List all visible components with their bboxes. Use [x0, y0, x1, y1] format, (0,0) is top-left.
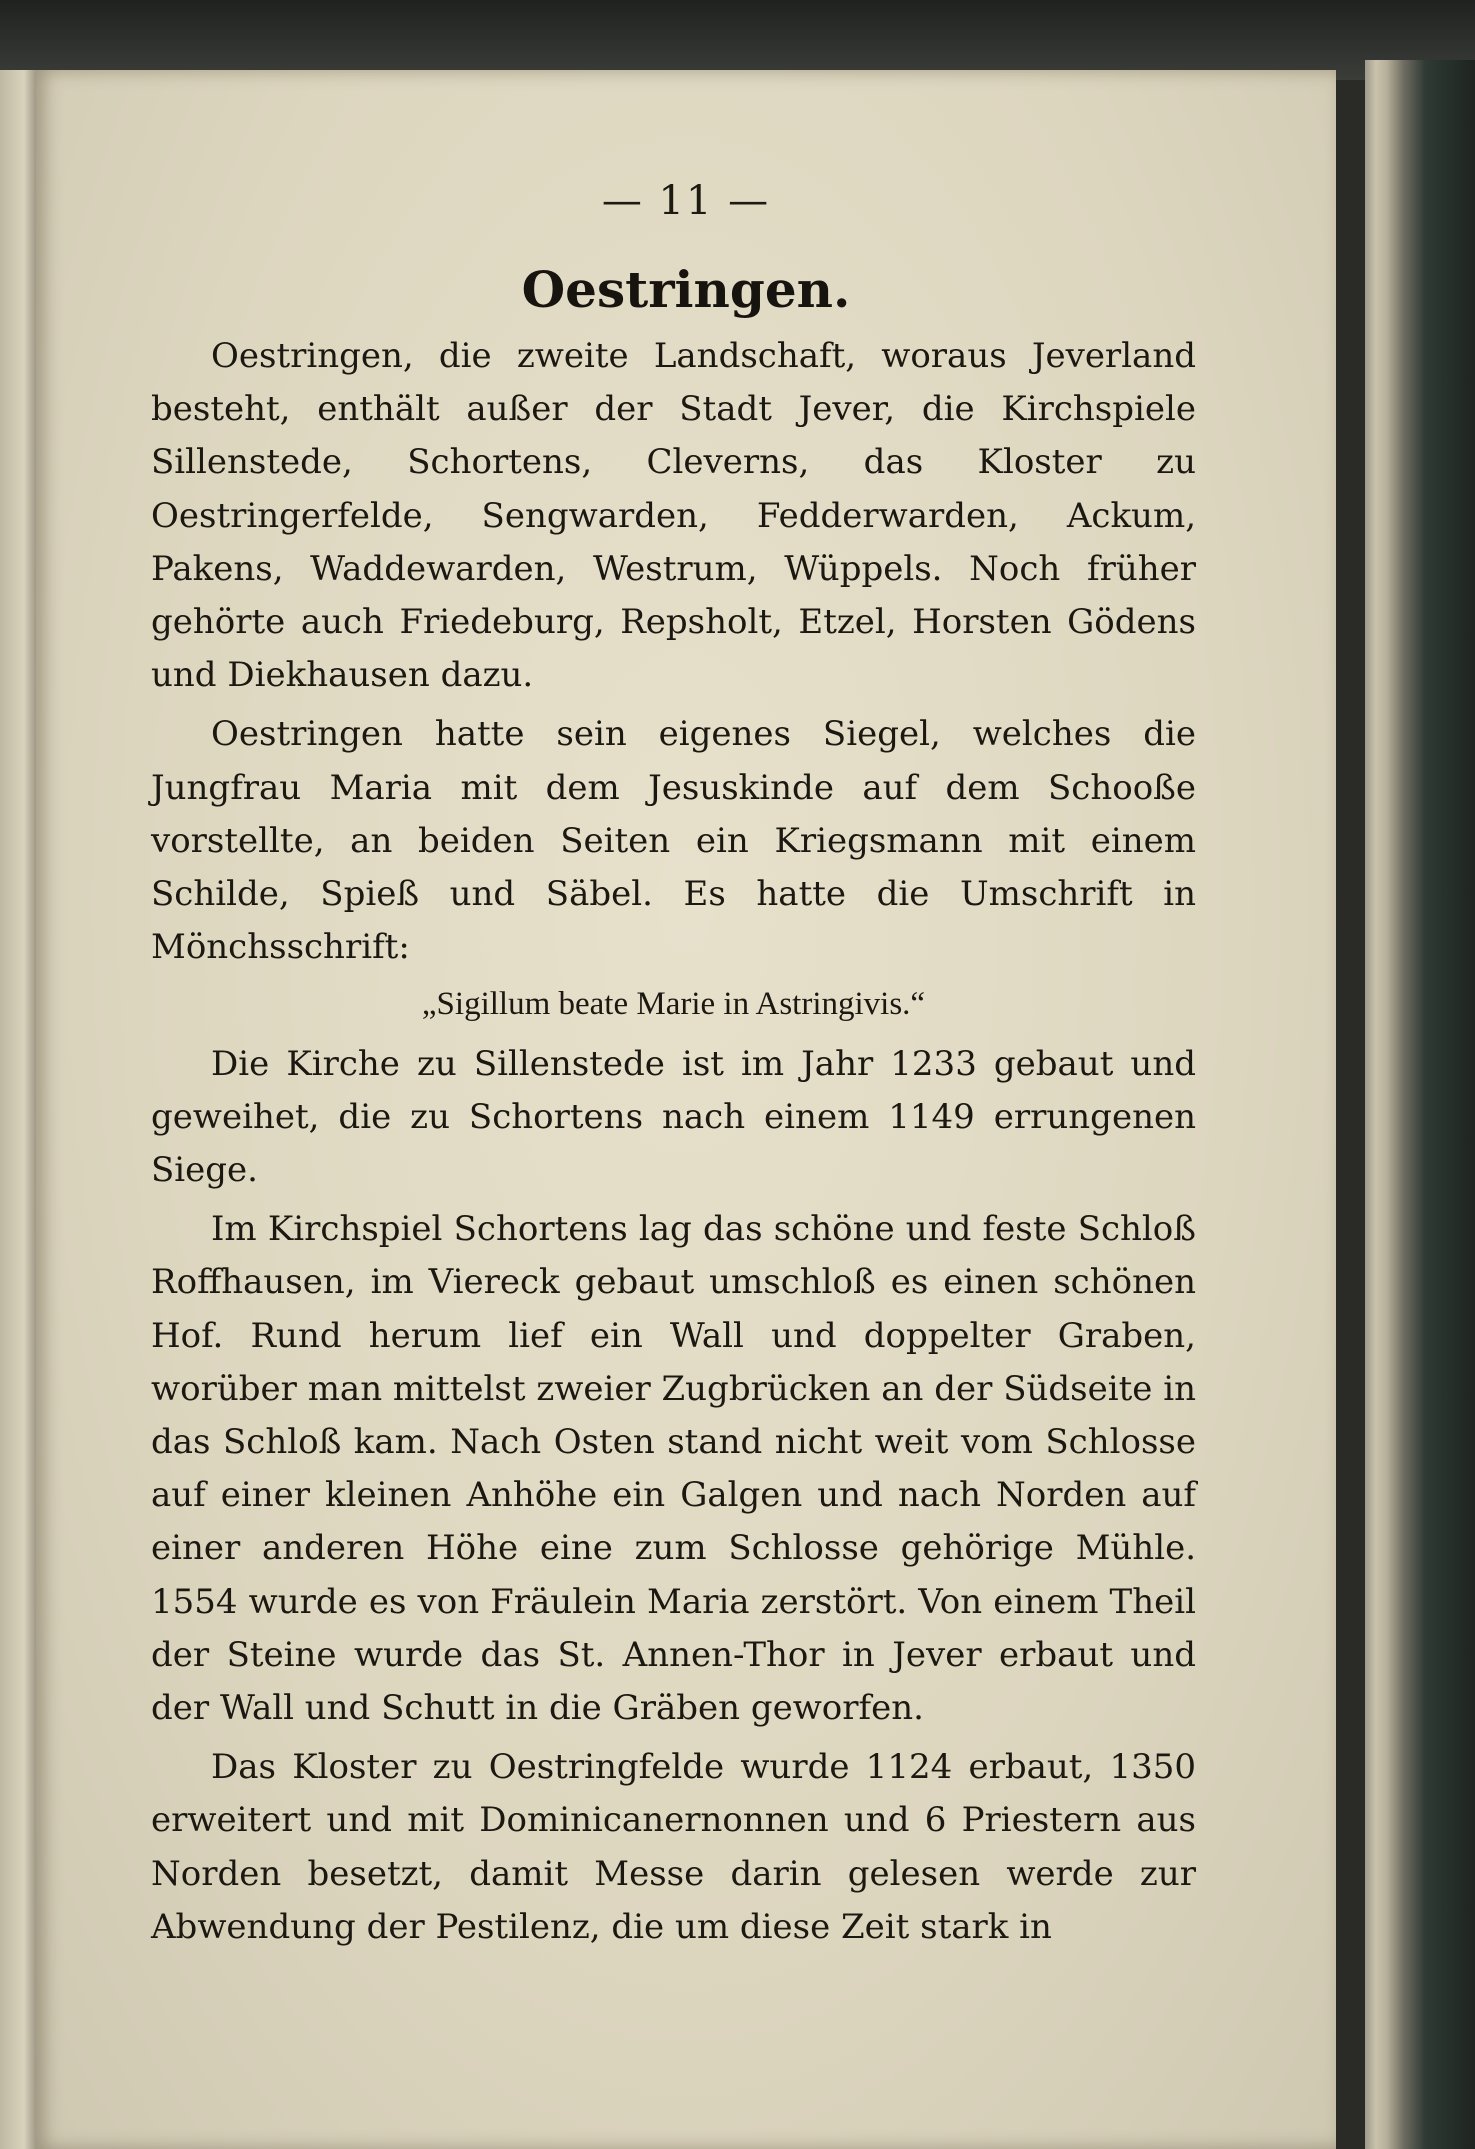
paragraph-1: Oestringen, die zweite Landschaft, woraus Jeverland besteht, enthält außer der Stadt Jever, die Kirchspiele Sillenstede, Schortens, Cleverns, das Kloster zu Oestringerfelde, Sengwarden, Fedderwarden, Ackum, Pakens, Waddewarden, Westrum, Wüppels. Noch früher gehörte auch Friedeburg, Repsholt, Etzel, Horsten Gödens und Diekhausen dazu. [151, 336, 1196, 696]
book-page [36, 70, 1336, 2149]
page-number: — 11 — [601, 178, 771, 224]
page-title: Oestringen. [521, 260, 851, 319]
paragraph-3: Die Kirche zu Sillenstede ist im Jahr 1233 gebaut und geweihet, die zu Schortens nach einem 1149 errungenen Siege. [151, 1043, 1196, 1191]
paragraph-2: Oestringen hatte sein eigenes Siegel, welches die Jungfrau Maria mit dem Jesuskinde auf dem Schooße vorstellte, an beiden Seiten ein Kriegsmann mit einem Schilde, Spieß und Säbel. Es hatte die Umschrift in Mönchsschrift: [151, 714, 1196, 968]
book-binding-edge [1365, 60, 1475, 2149]
facing-page-edge [0, 70, 40, 2149]
book-top-edge [0, 0, 1475, 80]
paragraph-4: Im Kirchspiel Schortens lag das schöne und feste Schloß Roffhausen, im Viereck gebaut umschloß es einen schönen Hof. Rund herum lief ein Wall und doppelter Graben, worüber man mittelst zweier Zugbrücken an der Südseite in das Schloß kam. Nach Osten stand nicht weit vom Schlosse auf einer kleinen Anhöhe ein Galgen und nach Norden auf einer anderen Höhe eine zum Schlosse gehörige Mühle. 1554 wurde es von Fräulein Maria zerstört. Von einem Theil der Steine wurde das St. Annen-Thor in Jever erbaut und der Wall und Schutt in die Gräben geworfen. [151, 1209, 1196, 1729]
seal-inscription-quote: „Sigillum beate Marie in Astringivis.“ [421, 986, 926, 1023]
page-body [151, 330, 1196, 1954]
paragraph-5: Das Kloster zu Oestringfelde wurde 1124 erbaut, 1350 erweitert und mit Dominicanernonnen und 6 Priestern aus Norden besetzt, damit Messe darin gelesen werde zur Abwendung der Pestilenz, die um diese Zeit stark in [151, 1747, 1196, 1947]
